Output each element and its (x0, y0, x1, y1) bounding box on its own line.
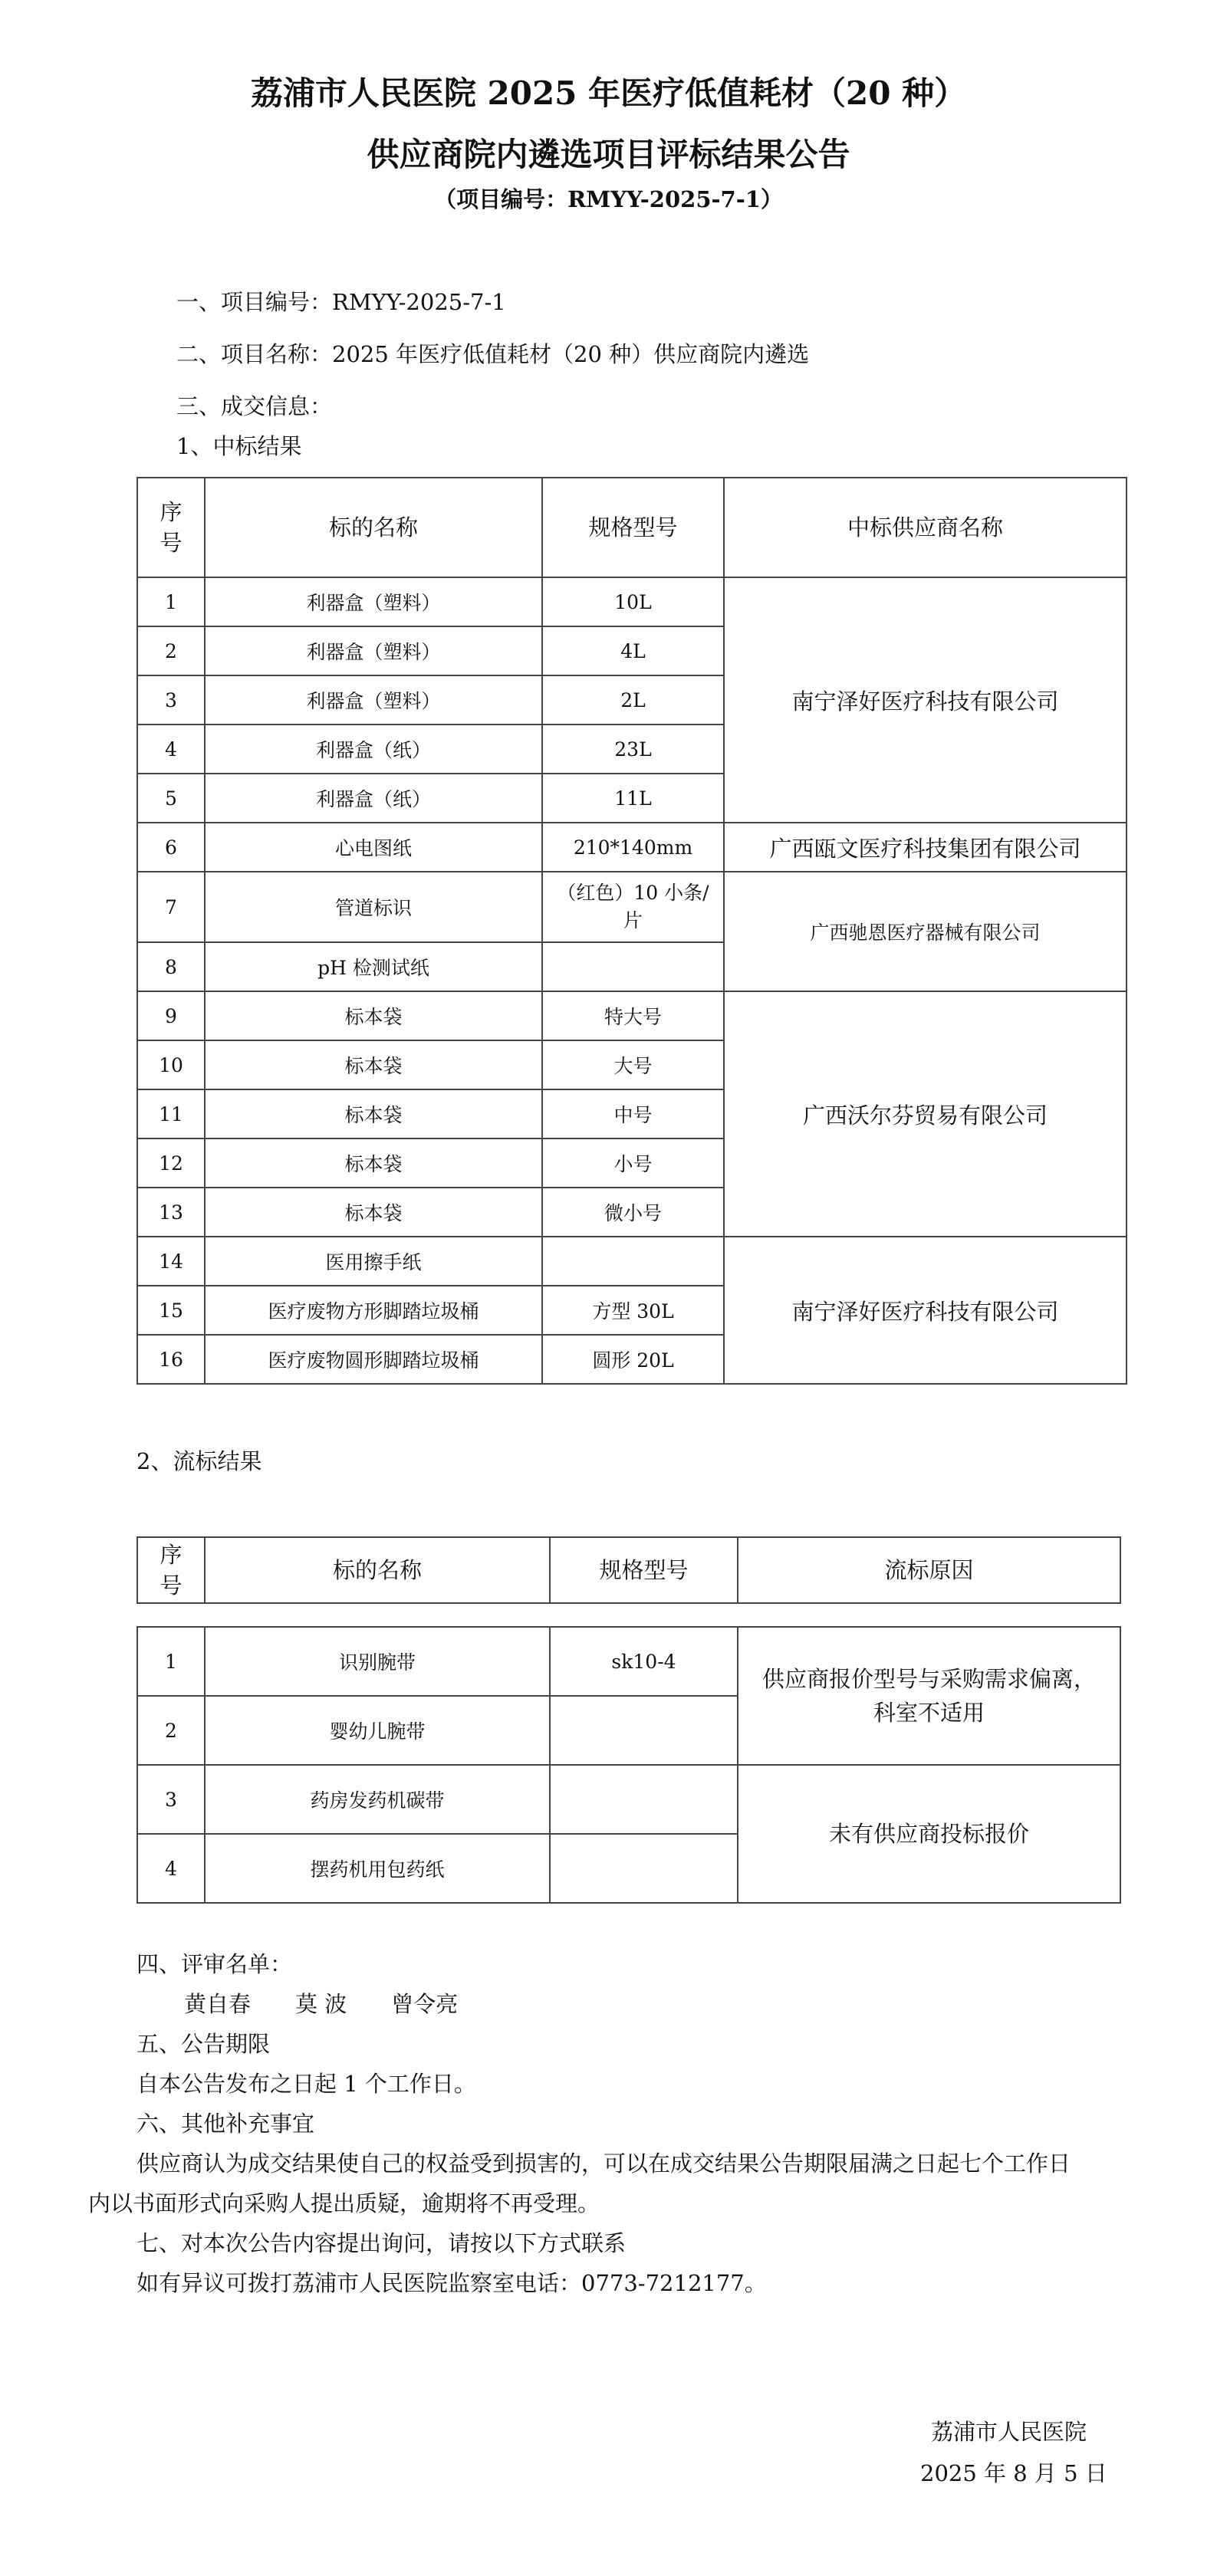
row-name: 摆药机用包药纸 (205, 1834, 550, 1903)
row-no: 13 (137, 1188, 205, 1237)
row-name: 医疗废物圆形脚踏垃圾桶 (205, 1335, 542, 1384)
row-spec: 2L (542, 675, 724, 724)
header-name: 标的名称 (205, 478, 542, 577)
table-row (137, 577, 1127, 626)
row-no: 1 (137, 577, 205, 626)
row-spec: 210*140mm (542, 823, 724, 872)
row-no: 15 (137, 1286, 205, 1335)
row-supplier: 南宁泽好医疗科技有限公司 (724, 577, 1127, 823)
signature-date: 2025 年 8 月 5 日 (920, 2460, 1107, 2486)
section-other-matters: 六、其他补充事宜 (137, 2111, 315, 2137)
row-supplier: 广西驰恩医疗器械有限公司 (724, 872, 1127, 991)
row-no: 1 (137, 1627, 205, 1696)
subsection-win-result: 1、中标结果 (176, 433, 302, 459)
row-name: 标本袋 (205, 1188, 542, 1237)
row-name: 药房发药机碳带 (205, 1765, 550, 1834)
row-no: 4 (137, 1834, 205, 1903)
row-name: 标本袋 (205, 991, 542, 1040)
row-spec: 特大号 (542, 991, 724, 1040)
row-name: 心电图纸 (205, 823, 542, 872)
win-result-table (137, 477, 1127, 1385)
row-spec: 中号 (542, 1089, 724, 1138)
row-spec (550, 1696, 738, 1765)
signature-org: 荔浦市人民医院 (931, 2419, 1087, 2445)
row-reason: 未有供应商投标报价 (738, 1765, 1120, 1903)
row-spec: （红色）10 小条/片 (542, 872, 724, 942)
row-name: 识别腕带 (205, 1627, 550, 1696)
row-no: 2 (137, 626, 205, 675)
title-line-1: 荔浦市人民医院 2025 年医疗低值耗材（20 种） (250, 74, 967, 112)
row-no: 12 (137, 1138, 205, 1188)
header-name: 标的名称 (205, 1537, 550, 1603)
row-spec: 小号 (542, 1138, 724, 1188)
table-row (137, 872, 1127, 942)
row-spec: sk10-4 (550, 1627, 738, 1696)
header-spec: 规格型号 (542, 478, 724, 577)
row-spec: 大号 (542, 1040, 724, 1089)
fail-result-table (137, 1626, 1121, 1904)
row-name: 利器盒（塑料） (205, 675, 542, 724)
row-name: 管道标识 (205, 872, 542, 942)
row-spec: 10L (542, 577, 724, 626)
section-contact: 七、对本次公告内容提出询问，请按以下方式联系 (137, 2230, 627, 2256)
row-no: 5 (137, 774, 205, 823)
row-spec (542, 1237, 724, 1286)
header-supplier: 中标供应商名称 (724, 478, 1127, 577)
contact-text: 如有异议可拨打荔浦市人民医院监察室电话：0773-7212177。 (137, 2270, 767, 2296)
row-supplier: 广西瓯文医疗科技集团有限公司 (724, 823, 1127, 872)
row-spec (550, 1834, 738, 1903)
row-spec: 11L (542, 774, 724, 823)
row-spec: 微小号 (542, 1188, 724, 1237)
row-name: 标本袋 (205, 1089, 542, 1138)
row-no: 10 (137, 1040, 205, 1089)
section-project-code: 一、项目编号：RMYY-2025-7-1 (176, 289, 506, 315)
section-review-list: 四、评审名单： (137, 1951, 293, 1977)
table-header-row (137, 478, 1127, 577)
row-no: 3 (137, 675, 205, 724)
table-row (137, 991, 1127, 1040)
row-no: 9 (137, 991, 205, 1040)
project-code-subtitle: （项目编号：RMYY-2025-7-1） (434, 186, 783, 212)
row-name: 标本袋 (205, 1040, 542, 1089)
row-no: 16 (137, 1335, 205, 1384)
table-row (137, 823, 1127, 872)
row-spec (550, 1765, 738, 1834)
row-name: 利器盒（纸） (205, 724, 542, 774)
row-supplier: 南宁泽好医疗科技有限公司 (724, 1237, 1127, 1384)
row-name: 利器盒（塑料） (205, 577, 542, 626)
title-line-2: 供应商院内遴选项目评标结果公告 (367, 136, 850, 173)
section-project-name: 二、项目名称：2025 年医疗低值耗材（20 种）供应商院内遴选 (176, 341, 810, 367)
header-spec: 规格型号 (550, 1537, 738, 1603)
row-no: 2 (137, 1696, 205, 1765)
section-notice-period: 五、公告期限 (137, 2031, 271, 2057)
row-no: 6 (137, 823, 205, 872)
row-no: 4 (137, 724, 205, 774)
row-name: 利器盒（纸） (205, 774, 542, 823)
row-spec: 4L (542, 626, 724, 675)
table-row (137, 1765, 1120, 1834)
row-spec: 方型 30L (542, 1286, 724, 1335)
row-no: 14 (137, 1237, 205, 1286)
fail-result-header-table (137, 1536, 1121, 1604)
row-spec: 23L (542, 724, 724, 774)
table-header-row (137, 1537, 1120, 1603)
reviewer-names: 黄自春 莫 波 曾令亮 (184, 1991, 459, 2017)
table-row (137, 1627, 1120, 1696)
row-name: 医用擦手纸 (205, 1237, 542, 1286)
header-no: 序号 (137, 1537, 205, 1603)
row-name: 利器盒（塑料） (205, 626, 542, 675)
row-no: 7 (137, 872, 205, 942)
other-matters-text-2: 内以书面形式向采购人提出质疑，逾期将不再受理。 (88, 2190, 600, 2216)
row-name: 婴幼儿腕带 (205, 1696, 550, 1765)
row-no: 8 (137, 942, 205, 991)
table-row (137, 1237, 1127, 1286)
section-deal-info: 三、成交信息： (176, 393, 333, 419)
row-name: 医疗废物方形脚踏垃圾桶 (205, 1286, 542, 1335)
header-reason: 流标原因 (738, 1537, 1120, 1603)
row-no: 3 (137, 1765, 205, 1834)
row-supplier: 广西沃尔芬贸易有限公司 (724, 991, 1127, 1237)
row-reason: 供应商报价型号与采购需求偏离，科室不适用 (738, 1627, 1120, 1765)
header-no: 序号 (137, 478, 205, 577)
notice-period-text: 自本公告发布之日起 1 个工作日。 (137, 2071, 476, 2097)
subsection-fail-result: 2、流标结果 (137, 1448, 262, 1474)
row-spec: 圆形 20L (542, 1335, 724, 1384)
row-no: 11 (137, 1089, 205, 1138)
other-matters-text-1: 供应商认为成交结果使自己的权益受到损害的，可以在成交结果公告期限届满之日起七个工作日 (137, 2150, 1071, 2177)
row-name: pH 检测试纸 (205, 942, 542, 991)
row-name: 标本袋 (205, 1138, 542, 1188)
row-spec (542, 942, 724, 991)
